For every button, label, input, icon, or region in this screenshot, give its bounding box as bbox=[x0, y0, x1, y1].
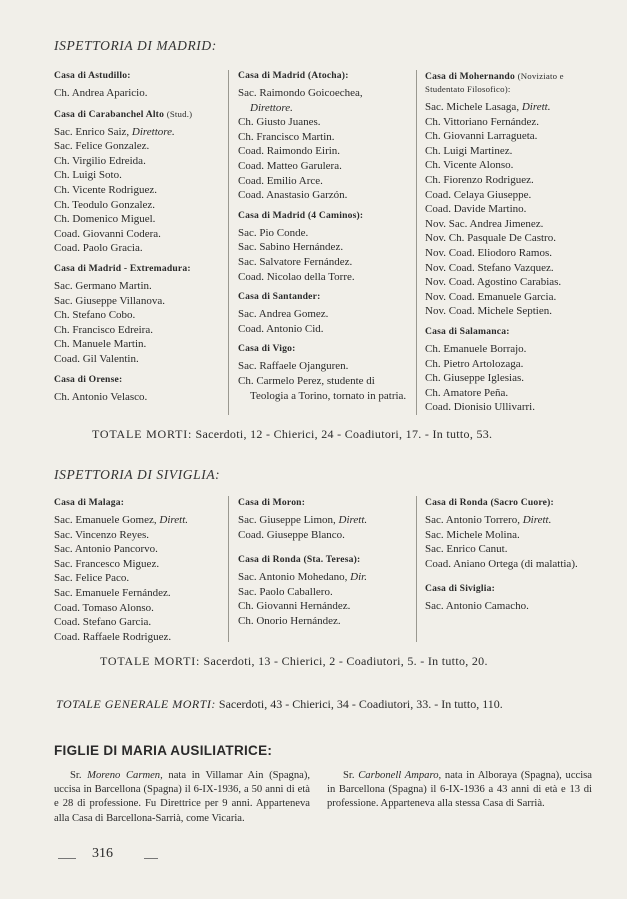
house-heading: Casa di Santander: bbox=[238, 291, 321, 303]
entry: Ch. Stefano Cobo. bbox=[54, 309, 136, 322]
siviglia-col2 bbox=[238, 497, 410, 629]
house-heading: Casa di Moron: bbox=[238, 497, 306, 508]
entry: Ch. Giuseppe Iglesias. bbox=[425, 372, 524, 385]
entry: Sac. Andrea Gomez. bbox=[238, 308, 329, 321]
entry: Sac. Paolo Caballero. bbox=[238, 585, 333, 598]
house-heading: Casa di Vigo: bbox=[238, 343, 296, 355]
figlie-paragraph-2: Sr. Carbonell Amparo, nata in Alboraya (Spagna), uccisa in Barcellona (Spagna) il 6-IX-1936 a 43 anni di età e 13 di professione. Apparteneva alla stessa Casa di Sarrià. bbox=[327, 770, 592, 810]
entry: Ch. Onorio Hernández. bbox=[238, 614, 341, 627]
entry: Ch. Francisco Martin. bbox=[238, 130, 335, 143]
house-heading: Casa di Siviglia: bbox=[425, 583, 496, 595]
entry: Coad. Raffaele Rodriguez. bbox=[54, 630, 172, 643]
entry: Direttore. bbox=[250, 101, 293, 114]
entry: Sac. Salvatore Fernández. bbox=[238, 255, 353, 268]
entry: Sac. Sabino Hernández. bbox=[238, 241, 344, 254]
entry: Nov. Coad. Stefano Vazquez. bbox=[425, 261, 554, 274]
house-heading: Casa di Mohernando (Noviziato e Studentato Filosofico): bbox=[425, 71, 564, 94]
entry: Sac. Germano Martin. bbox=[54, 279, 152, 292]
entry: Nov. Coad. Agostino Carabias. bbox=[425, 276, 562, 289]
madrid-col3 bbox=[425, 70, 595, 415]
entry: Ch. Vicente Alonso. bbox=[425, 159, 514, 172]
madrid-col1 bbox=[54, 70, 222, 404]
entry: Ch. Giovanni Hernández. bbox=[238, 600, 351, 613]
entry: Ch. Luigi Soto. bbox=[54, 169, 122, 182]
figlie-paragraph-1: Sr. Moreno Carmen, nata in Villamar Ain (Spagna), uccisa in Barcellona (Spagna) il 6-IX-1936, a 50 anni di età e 28 di professione. Fu Direttrice per 9 anni. Apparteneva alla Casa di Barcellona-Sarrià, come Vicaria. bbox=[54, 770, 310, 824]
entry: Coad. Nicolao della Torre. bbox=[238, 270, 355, 283]
column-divider bbox=[228, 496, 229, 642]
grand-total: TOTALE GENERALE MORTI: Sacerdoti, 43 - Chierici, 34 - Coadiutori, 33. - In tutto, 110. bbox=[56, 697, 503, 711]
entry: Sac. Vincenzo Reyes. bbox=[54, 528, 150, 541]
entry: Ch. Manuele Martin. bbox=[54, 338, 147, 351]
entry: Ch. Teodulo Gonzalez. bbox=[54, 198, 156, 211]
entry: Ch. Giovanni Larragueta. bbox=[425, 130, 538, 143]
entry: Sac. Antonio Pancorvo. bbox=[54, 543, 158, 556]
house-heading: Casa di Orense: bbox=[54, 373, 123, 385]
entry: Sac. Felice Gonzalez. bbox=[54, 140, 150, 153]
entry: Sac. Michele Lasaga, Dirett. bbox=[425, 101, 551, 113]
madrid-total: TOTALE MORTI: Sacerdoti, 12 - Chierici, 24 - Coadiutori, 17. - In tutto, 53. bbox=[92, 427, 493, 441]
house-heading: Casa di Malaga: bbox=[54, 497, 125, 508]
entry: Sac. Felice Paco. bbox=[54, 572, 130, 585]
house-heading: Casa di Madrid (4 Caminos): bbox=[238, 209, 364, 221]
entry: Sac. Francesco Miguez. bbox=[54, 557, 160, 570]
madrid-title: ISPETTORIA DI MADRID: bbox=[54, 38, 217, 53]
page-number: 316 bbox=[92, 846, 113, 861]
entry: Coad. Aniano Ortega (di malattia). bbox=[425, 557, 578, 570]
entry: Coad. Antonio Cid. bbox=[238, 322, 324, 335]
entry: Coad. Tomaso Alonso. bbox=[54, 601, 154, 614]
entry: Sac. Enrico Saiz, Direttore. bbox=[54, 125, 175, 138]
siviglia-title: ISPETTORIA DI SIVIGLIA: bbox=[54, 467, 221, 482]
entry: Coad. Matteo Garulera. bbox=[238, 159, 342, 172]
entry: Sac. Antonio Camacho. bbox=[425, 600, 529, 613]
entry: Ch. Vicente Rodriguez. bbox=[54, 183, 158, 196]
entry: Sac. Antonio Mohedano, Dir. bbox=[238, 571, 367, 584]
entry: Sac. Raffaele Ojanguren. bbox=[238, 360, 349, 373]
entry: Nov. Coad. Emanuele Garcia. bbox=[425, 290, 557, 303]
entry: Ch. Amatore Peña. bbox=[425, 386, 509, 399]
entry: Ch. Giusto Juanes. bbox=[238, 116, 321, 129]
siviglia-total: TOTALE MORTI: Sacerdoti, 13 - Chierici, 2 - Coadiutori, 5. - In tutto, 20. bbox=[100, 654, 488, 668]
entry: Coad. Davide Martino. bbox=[425, 203, 527, 216]
entry: Coad. Giuseppe Blanco. bbox=[238, 528, 345, 541]
entry: Ch. Luigi Martinez. bbox=[425, 144, 513, 157]
house-heading: Casa di Salamanca: bbox=[425, 325, 510, 337]
column-divider bbox=[416, 496, 417, 642]
entry: Ch. Domenico Miguel. bbox=[54, 213, 156, 226]
house-heading: Casa di Madrid - Extremadura: bbox=[54, 262, 191, 274]
entry: Ch. Emanuele Borrajo. bbox=[425, 342, 527, 355]
house-heading: Casa di Madrid (Atocha): bbox=[238, 70, 349, 81]
entry: Nov. Sac. Andrea Jimenez. bbox=[425, 217, 544, 230]
entry: Coad. Giovanni Codera. bbox=[54, 227, 161, 240]
column-divider bbox=[416, 70, 417, 415]
siviglia-col3 bbox=[425, 497, 595, 614]
entry: Coad. Anastasio Garzón. bbox=[238, 189, 348, 202]
entry: Nov. Coad. Michele Septien. bbox=[425, 305, 552, 318]
house-heading: Casa di Astudillo: bbox=[54, 70, 131, 81]
entry: Sac. Emanuele Gomez, Dirett. bbox=[54, 514, 189, 526]
entry: Nov. Ch. Pasquale De Castro. bbox=[425, 232, 556, 245]
figlie-title: FIGLIE DI MARIA AUSILIATRICE: bbox=[54, 743, 273, 758]
entry: Ch. Carmelo Perez, studente di Teologia a Torino, tornato in patria. bbox=[238, 374, 407, 402]
column-divider bbox=[228, 70, 229, 415]
entry: Sac. Emanuele Fernández. bbox=[54, 586, 171, 599]
entry: Sac. Enrico Canut. bbox=[425, 543, 508, 556]
entry: Ch. Francisco Edreira. bbox=[54, 323, 153, 336]
entry: Coad. Dionisio Ullivarri. bbox=[425, 401, 535, 414]
entry: Sac. Giuseppe Limon, Dirett. bbox=[238, 514, 368, 526]
entry: Ch. Fiorenzo Rodriguez. bbox=[425, 173, 534, 186]
entry: Coad. Celaya Giuseppe. bbox=[425, 188, 532, 201]
entry: Ch. Pietro Artolozaga. bbox=[425, 357, 524, 370]
siviglia-col1 bbox=[54, 497, 222, 644]
entry: Ch. Vittoriano Fernández. bbox=[425, 115, 540, 128]
house-heading: Casa di Ronda (Sacro Cuore): bbox=[425, 497, 554, 508]
entry: Sac. Michele Molina. bbox=[425, 528, 520, 541]
entry: Sac. Giuseppe Villanova. bbox=[54, 294, 165, 307]
entry: Coad. Emilio Arce. bbox=[238, 174, 323, 187]
house-heading: Casa di Ronda (Sta. Teresa): bbox=[238, 554, 361, 566]
entry: Coad. Paolo Gracia. bbox=[54, 242, 143, 255]
entry: Ch. Virgilio Edreida. bbox=[54, 154, 146, 167]
entry: Coad. Raimondo Eirin. bbox=[238, 145, 341, 158]
entry: Coad. Gil Valentin. bbox=[54, 352, 139, 365]
entry: Sac. Pio Conde. bbox=[238, 226, 309, 239]
entry: Sac. Antonio Torrero, Dirett. bbox=[425, 514, 552, 526]
entry: Coad. Stefano Garcia. bbox=[54, 616, 152, 629]
house-heading: Casa di Carabanchel Alto (Stud.) bbox=[54, 108, 193, 120]
page-number-dash bbox=[144, 858, 158, 859]
entry: Ch. Antonio Velasco. bbox=[54, 390, 148, 403]
entry: Ch. Andrea Aparicio. bbox=[54, 87, 148, 99]
entry: Nov. Coad. Eliodoro Ramos. bbox=[425, 246, 552, 259]
madrid-col2 bbox=[238, 70, 410, 403]
page-number-dash bbox=[58, 858, 76, 859]
entry: Sac. Raimondo Goicoechea, bbox=[238, 87, 363, 99]
